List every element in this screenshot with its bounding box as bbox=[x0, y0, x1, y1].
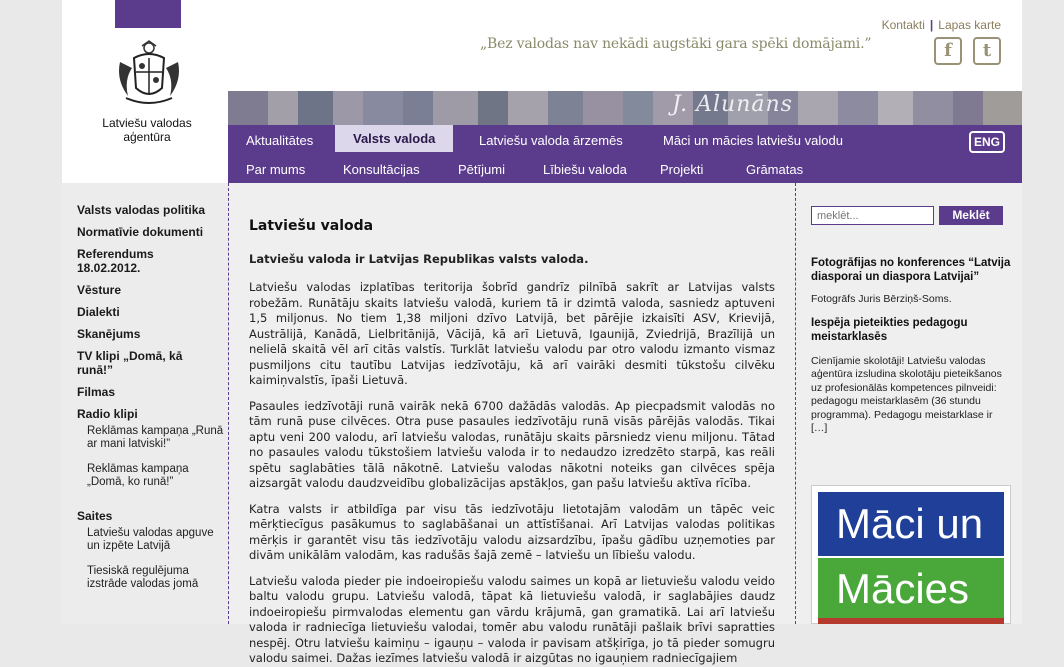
news-title-meistarklases[interactable]: Iespēja pieteikties pedagogu meistarklasēs bbox=[811, 316, 968, 343]
nav-item-par-mums[interactable]: Par mums bbox=[246, 162, 306, 177]
logo-area[interactable] bbox=[62, 0, 228, 183]
sidebar-subitem-runa-ar-mani[interactable]: Reklāmas kampaņa „Runā ar mani latviski!” bbox=[87, 425, 224, 450]
nav-item-gramatas[interactable]: Grāmatas bbox=[746, 162, 804, 177]
news-text-konference: Fotogrāfs Juris Bērziņš-Soms. bbox=[811, 293, 952, 305]
maci-un-macies-banner[interactable] bbox=[811, 485, 1011, 624]
paragraph-2: Pasaules iedzīvotāji runā vairāk nekā 6700 dažādās valodās. Ap piecpadsmit valodās no tām runā puse cilvēces. Otra puse pasaules iedzīvotāju runā visās pārējās valodās. Tikai aptu veni 200 valodu, arī latviešu valodas, runātāju skaits pārsniedz vienu miljonu. Tātad no pasaules valodu tūkstošiem latviešu valoda ir to nedaudzo izredzēto starpā, kas reāli spētu saglabāties tālā nākotnē. Latviešu valodas nākotni noteiks gan cilvēces spēja aizsargāt valodu daudzveidību globalizācijas apstākļos, gan pašu latviešu aktīva rīcība. bbox=[249, 398, 775, 490]
sidebar-item-valsts-valodas-politika[interactable]: Valsts valodas politika bbox=[77, 203, 206, 217]
nav-item-libiesu-valoda[interactable]: Lībiešu valoda bbox=[543, 162, 627, 177]
top-links bbox=[882, 18, 1001, 32]
link-separator: | bbox=[929, 18, 934, 32]
nav-item-aktualitates[interactable]: Aktualitātes bbox=[246, 133, 314, 148]
sidebar-subitem-tiesiska-regulejuma[interactable]: Tiesiskā regulējuma izstrāde valodas jomā bbox=[87, 565, 199, 590]
sidebar-item-dialekti[interactable]: Dialekti bbox=[77, 305, 120, 319]
org-name-line1: Latviešu valodas bbox=[102, 116, 192, 130]
sidebar-item-radio-klipi[interactable]: Radio klipi bbox=[77, 407, 138, 421]
sidebar-item-saites[interactable]: Saites bbox=[77, 509, 113, 523]
nav-item-latviesu-valoda-arzemes[interactable]: Latviešu valoda ārzemēs bbox=[479, 133, 623, 148]
sidebar-item-vesture[interactable]: Vēsture bbox=[77, 283, 122, 297]
coat-of-arms-icon bbox=[114, 40, 184, 108]
news-title-konference[interactable]: Fotogrāfijas no konferences “Latvija diasporai un diaspora Latvijai” bbox=[811, 257, 1011, 283]
search-button[interactable]: Meklēt bbox=[939, 206, 1003, 225]
twitter-icon[interactable]: t bbox=[973, 37, 1001, 65]
nav-item-petijumi[interactable]: Pētījumi bbox=[458, 162, 505, 177]
nav-item-projekti[interactable]: Projekti bbox=[660, 162, 704, 177]
banner-line-2: Mācies bbox=[818, 558, 1004, 618]
facebook-icon[interactable]: f bbox=[934, 37, 962, 65]
right-sidebar bbox=[796, 183, 1022, 624]
page-title: Latviešu valoda bbox=[249, 218, 374, 234]
left-sidebar bbox=[62, 183, 228, 624]
news-text-meistarklases: Cienījamie skolotāji! Latviešu valodas aģentūra izsludina skolotāju pieteikšanos uz profesionālās kompetences pilnveidi: pedagogu meistarklasēm (36 stundu programma). Pedagogu meistarklase ir […] bbox=[811, 354, 1002, 434]
nav-item-maci-un-macies[interactable]: Māci un mācies latviešu valodu bbox=[663, 133, 843, 148]
contacts-link[interactable]: Kontakti bbox=[881, 18, 925, 32]
signature: J. Alunāns bbox=[672, 92, 793, 117]
header-quote: „Bez valodas nav nekādi augstāki gara spēki domājami.” bbox=[480, 36, 872, 52]
sidebar-item-normativie-dokumenti[interactable]: Normatīvie dokumenti bbox=[77, 225, 204, 239]
org-name bbox=[62, 116, 232, 144]
sidebar-subitem-doma-ko-runa[interactable]: Reklāmas kampaņa „Domā, ko runā!” bbox=[87, 463, 189, 488]
banner-line-1: Māci un bbox=[818, 492, 1004, 556]
sidebar-item-skanejums[interactable]: Skanējums bbox=[77, 327, 141, 341]
main-nav bbox=[228, 125, 1022, 183]
banner-red-strip bbox=[818, 618, 1004, 624]
paragraph-4: Latviešu valoda pieder pie indoeiropiešu valodu saimes un kopā ar lietuviešu valodu veido baltu valodu grupu. Latviešu valodā, tāpat kā lietuviešu valodā, ir saglabājies daudz indoeiropiešu pirmvalodas elementu gan vārdu krājumā, gan gramatikā. Lai arī latviešu valoda ir radniecīga lietuviešu valodai, tomēr abu valodu runātāji pašlaik brīvi sapratties nespēj. Otru latviešu kaimiņu – igauņu – valoda ir pavisam atšķirīga, jo tā pieder somugru valodu saimei. Dažas iezīmes latviešu valodā ir aizgūtas no igauņiem radniecīgajiem bbox=[249, 573, 775, 665]
nav-item-konsultacijas[interactable]: Konsultācijas bbox=[343, 162, 420, 177]
sidebar-item-referendums[interactable]: Referendums 18.02.2012. bbox=[77, 247, 154, 275]
sitemap-link[interactable]: Lapas karte bbox=[938, 18, 1001, 32]
main-content bbox=[228, 183, 796, 665]
search-input[interactable] bbox=[811, 206, 934, 225]
org-name-line2: aģentūra bbox=[123, 130, 171, 144]
language-switch-button[interactable]: ENG bbox=[969, 131, 1005, 153]
sidebar-item-filmas[interactable]: Filmas bbox=[77, 385, 116, 399]
lead-text: Latviešu valoda ir Latvijas Republikas valsts valoda. bbox=[249, 252, 589, 266]
paragraph-3: Katra valsts ir atbildīga par visu tās iedzīvotāju lietotajām valodām un tāpēc veic mērķtiecīgus pasākumus to saglabāšanai un attīstīšanai. Arī Latvijas valodas politikas mērķis ir garantēt visu tās iedzīvotāju valodu aizsardzību, īpašu gādību uzņemoties par divām unikālām valodām, kas radušās šajā zemē – latviešu un lībiešu valodu. bbox=[249, 501, 775, 562]
sidebar-item-tv-klipi[interactable]: TV klipi „Domā, kā runā!” bbox=[77, 349, 183, 377]
nav-item-valsts-valoda[interactable]: Valsts valoda bbox=[335, 125, 453, 152]
header-banner bbox=[228, 91, 1022, 125]
paragraph-1: Latviešu valodas izplatības teritorija šobrīd gandrīz pilnībā sakrīt ar Latvijas valsts robežām. Runātāju skaits latviešu valodā, kuriem tā ir dzimtā valoda, sasniedz aptuveni 1,5 miljonus. No tiem 1,38 miljoni dzīvo Latvijā, bet pārējie izkaisīti ASV, Krievijā, Austrālijā, Kanādā, Lielbritānijā, Vācijā, kā arī Lietuvā, Igaunijā, Zviedrijā, Brazīlijā un nelielā skaitā vēl arī citās valstīs. Turklāt latviešu valodu par otro valodu izmanto vismaz pusmiljons citu tautību Latvijas iedzīvotāju, kā arī vairāki desmiti tūkstošu cilvēku kaimiņvalstīs, īpaši Lietuvā. bbox=[249, 280, 775, 387]
sidebar-subitem-apguve-un-izpete[interactable]: Latviešu valodas apguve un izpēte Latvijā bbox=[87, 527, 214, 552]
purple-accent-tab bbox=[115, 0, 181, 28]
